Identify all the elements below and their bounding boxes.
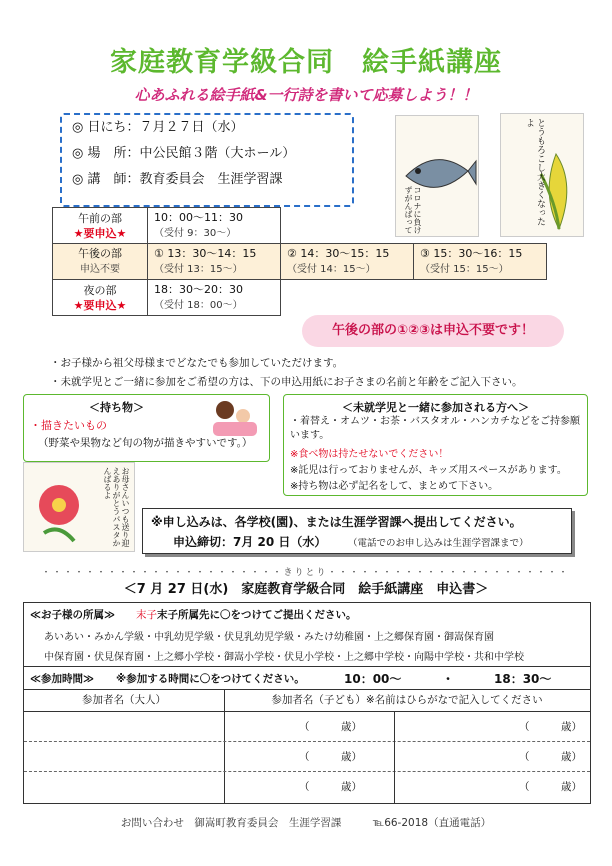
morning-note: ★要申込★ bbox=[73, 226, 127, 240]
deadline-line-3: （電話でのお申し込みは生涯学習課まで） bbox=[348, 538, 529, 549]
child-age-field-2[interactable]: （ 歳） bbox=[519, 721, 582, 733]
preschool-line-3: ※託児は行っておりませんが、キッズ用スペースがあります。 bbox=[290, 465, 567, 476]
bring-desc: （野菜や果物など旬の物が描きやすいです。） bbox=[38, 437, 253, 449]
application-form bbox=[23, 602, 591, 804]
night-note: ★要申込★ bbox=[73, 298, 127, 312]
preschool-line-2: ※食べ物は持たせないでください！ bbox=[290, 449, 449, 460]
slot2-cell bbox=[281, 244, 414, 280]
preschool-line-1: ・着替え・オムツ・お茶・バスタオル・ハンカチなどをご持参願います。 bbox=[290, 416, 580, 441]
night-reception: （受付 18：00～） bbox=[154, 300, 243, 311]
child-age-field-4[interactable]: （ 歳） bbox=[519, 751, 582, 763]
deadline-line-2: 申込締切：7月 20 日（水） bbox=[173, 535, 327, 549]
time-option-morning[interactable]: 10：00～ bbox=[344, 672, 402, 686]
child-age-field-6[interactable]: （ 歳） bbox=[519, 781, 582, 793]
affiliation-label: ≪お子様の所属≫ bbox=[30, 609, 115, 621]
morning-reception: （受付 9：30～） bbox=[154, 228, 237, 239]
slot3-time: ③ 15：30～16：15 bbox=[420, 247, 523, 260]
slot3-cell bbox=[414, 244, 547, 280]
artwork-fish-text: コロナに負けずがんばって bbox=[404, 186, 422, 234]
affiliation-line-2[interactable]: 中保育園・伏見保育園・上之郷小学校・御嵩小学校・伏見小学校・上之郷中学校・向陽中学校・共和中学校 bbox=[44, 652, 524, 663]
no-registration-bubble: 午後の部の①②③は申込不要です！ bbox=[302, 315, 564, 347]
event-date: ◎ 日にち：７月２７日（水） bbox=[72, 120, 244, 135]
afternoon-session-cell bbox=[53, 244, 148, 280]
schedule-table bbox=[52, 207, 547, 316]
afternoon-label: 午後の部 bbox=[78, 247, 122, 260]
child-age-field-1[interactable]: （ 歳） bbox=[299, 721, 362, 733]
artwork-flower-text: お母さんいつも送り迎えありがとうパスタかんばるよ bbox=[103, 467, 130, 547]
adult-name-field-3[interactable] bbox=[24, 771, 224, 801]
deadline-box bbox=[142, 508, 572, 554]
afternoon-note: 申込不要 bbox=[80, 264, 120, 275]
child-age-field-3[interactable]: （ 歳） bbox=[299, 751, 362, 763]
morning-time-cell bbox=[148, 208, 281, 244]
slot1-time: ① 13：30～14：15 bbox=[154, 247, 257, 260]
slot3-reception: （受付 15：15～） bbox=[420, 264, 509, 275]
slot1-cell bbox=[148, 244, 281, 280]
time-option-night[interactable]: 18：30～ bbox=[494, 672, 552, 686]
slot2-time: ② 14：30～15：15 bbox=[287, 247, 390, 260]
artwork-flower-card bbox=[23, 462, 135, 552]
morning-time: 10：00～11：30 bbox=[154, 211, 243, 224]
time-note: ※参加する時間に〇をつけてください。 bbox=[116, 673, 305, 685]
bring-items-box bbox=[23, 394, 270, 462]
page-title: 家庭教育学級合同 絵手紙講座 bbox=[110, 47, 502, 78]
child-age-field-5[interactable]: （ 歳） bbox=[299, 781, 362, 793]
event-info-box bbox=[60, 113, 354, 207]
adult-name-field-2[interactable] bbox=[24, 741, 224, 771]
note-line-1: ・お子様から祖父母様までどなたでも参加していただけます。 bbox=[50, 357, 344, 369]
artwork-corn-text: とうもろこし大きくなったよ bbox=[524, 118, 545, 226]
preschool-line-4: ※持ち物は必ず記名をして、まとめて下さい。 bbox=[290, 481, 499, 492]
affiliation-note: 末子末子所属先に〇をつけてご提出ください。 bbox=[136, 609, 357, 621]
adult-name-header: 参加者名（大人） bbox=[24, 689, 225, 711]
cut-line: ・・・・・・・・・・・・・・・・・・・・・・きりとり・・・・・・・・・・・・・・・・・・・・・・ bbox=[41, 568, 570, 578]
morning-session-cell bbox=[53, 208, 148, 244]
event-place: ◎ 場 所：中公民館３階（大ホール） bbox=[72, 146, 296, 161]
child-name-header: 参加者名（子ども）※名前はひらがなで記入してください bbox=[271, 694, 543, 706]
page-subtitle: 心あふれる絵手紙&一行詩を書いて応募しよう！！ bbox=[134, 86, 478, 104]
note-line-2: ・未就学児とご一緒に参加をご希望の方は、下の申込用紙にお子さまの名前と年齢をご記入下さい。 bbox=[50, 376, 523, 388]
night-label: 夜の部 bbox=[83, 283, 117, 297]
preschool-title: ＜未就学児と一緒に参加される方へ＞ bbox=[342, 401, 529, 414]
participants-table bbox=[24, 689, 590, 803]
bring-title: ＜持ち物＞ bbox=[89, 401, 144, 414]
time-option-separator: ・ bbox=[442, 672, 455, 686]
event-teacher: ◎ 講 師：教育委員会 生涯学習課 bbox=[72, 172, 283, 187]
slot1-reception: （受付 13：15～） bbox=[154, 264, 243, 275]
time-label: ≪参加時間≫ bbox=[30, 673, 94, 685]
preschool-info-box bbox=[283, 394, 588, 496]
footer-contact: お問い合わせ 御嵩町教育委員会 生涯学習課 ℡66-2018（直通電話） bbox=[120, 817, 492, 829]
morning-label: 午前の部 bbox=[78, 211, 122, 225]
night-session-cell bbox=[53, 280, 148, 316]
deadline-line-1: ※申し込みは、各学校(園)、または生涯学習課へ提出してください。 bbox=[151, 515, 522, 529]
form-title: ＜7 月 27 日(水) 家庭教育学級合同 絵手紙講座 申込書＞ bbox=[123, 582, 489, 597]
night-time: 18：30～20：30 bbox=[154, 283, 243, 296]
form-divider-1 bbox=[24, 666, 590, 667]
slot2-reception: （受付 14：15～） bbox=[287, 264, 376, 275]
affiliation-line-1[interactable]: あいあい・みかん学級・中乳幼児学級・伏見乳幼児学級・みたけ幼稚園・上之郷保育園・御嵩保育園 bbox=[44, 632, 494, 643]
bring-item: ・描きたいもの bbox=[30, 419, 107, 432]
night-time-cell bbox=[148, 280, 281, 316]
adult-name-field-1[interactable] bbox=[24, 711, 224, 741]
